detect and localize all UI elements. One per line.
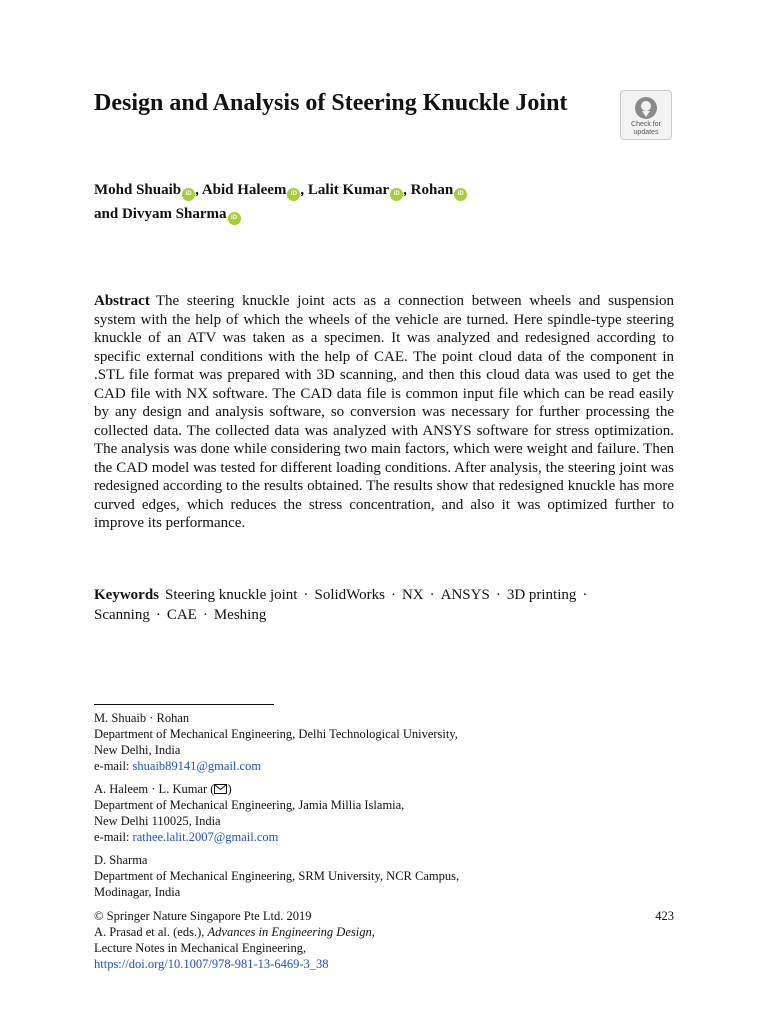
- keyword-separator: ·: [390, 587, 396, 603]
- keyword-item: ANSYS: [440, 587, 490, 603]
- author-separator: ,: [403, 182, 407, 198]
- editors: A. Prasad et al. (eds.),: [94, 925, 205, 939]
- orcid-icon[interactable]: iD: [390, 188, 403, 201]
- keywords: [94, 585, 674, 625]
- keyword-item: SolidWorks: [314, 587, 385, 603]
- affiliation-department: Department of Mechanical Engineering, Jamia Millia Islamia,: [94, 798, 405, 812]
- badge-line-2: updates: [633, 129, 659, 136]
- paper-title: Design and Analysis of Steering Knuckle Joint: [94, 90, 568, 116]
- keyword-item: Scanning: [94, 607, 150, 623]
- abstract: [94, 292, 674, 533]
- author-name: Rohan: [410, 182, 454, 198]
- keyword-item: Meshing: [213, 607, 267, 623]
- affiliation-department: Department of Mechanical Engineering, SRM University, NCR Campus,: [94, 869, 460, 883]
- series-line: Lecture Notes in Mechanical Engineering,: [94, 941, 307, 955]
- keyword-separator: ·: [303, 587, 309, 603]
- affiliation-city: Modinagar, India: [94, 885, 181, 899]
- keyword-item: CAE: [166, 607, 197, 623]
- affiliation-names-text: A. Haleem · L. Kumar (: [94, 782, 215, 796]
- doi-link[interactable]: https://doi.org/10.1007/978-981-13-6469-3_38: [94, 957, 329, 971]
- email-label: e-mail:: [94, 759, 130, 773]
- affiliation-names: [94, 781, 654, 797]
- author-list: [94, 178, 654, 226]
- orcid-icon[interactable]: iD: [287, 188, 300, 201]
- author-conjunction: and: [94, 206, 119, 222]
- author-name: Mohd Shuaib: [94, 182, 182, 198]
- orcid-icon[interactable]: iD: [228, 212, 241, 225]
- email-link[interactable]: rathee.lalit.2007@gmail.com: [132, 830, 279, 844]
- page-number: 423: [655, 909, 674, 923]
- keyword-item: NX: [401, 587, 424, 603]
- affiliation-email-row: [94, 829, 654, 845]
- affiliation-department: Department of Mechanical Engineering, Delhi Technological University,: [94, 727, 458, 741]
- footnote-divider: [94, 704, 274, 705]
- author-name: Abid Haleem: [201, 182, 287, 198]
- author-separator: ,: [195, 182, 199, 198]
- email-label: e-mail:: [94, 830, 130, 844]
- affiliation-block: [94, 852, 654, 900]
- keyword-separator: ·: [202, 607, 208, 623]
- orcid-icon[interactable]: iD: [182, 188, 195, 201]
- author-line-1: [94, 178, 654, 202]
- book-title: Advances in Engineering Design: [207, 925, 372, 939]
- email-link[interactable]: shuaib89141@gmail.com: [132, 759, 262, 773]
- abstract-text: The steering knuckle joint acts as a connection between wheels and suspension system with the help of which the wheels of the vehicle are turned. Here spindle-type steering knuckle of an ATV was taken as a specimen. It was analyzed and redesigned according to specific external conditions with the help of CAE. The point cloud data of the component in .STL file format was prepared with 3D scanning, and then this cloud data was used to get the CAD file with NX software. The CAD data file is common input file which can be read easily by any design and analysis software, so conversion was necessary for further processing the collected data. The collected data was analyzed with ANSYS software for stress optimization. The analysis was done while considering two main factors, which were weight and failure. Then the CAD model was tested for different loading conditions. After analysis, the steering joint was redesigned according to the results obtained. The results show that redesigned knuckle has more curved edges, which reduces the stress concentration, and also it was optimized further to improve its performance.: [94, 293, 674, 531]
- affiliation-names: M. Shuaib · Rohan: [94, 711, 190, 725]
- affiliation-city: New Delhi 110025, India: [94, 814, 221, 828]
- copyright-line: © Springer Nature Singapore Pte Ltd. 2019: [94, 909, 312, 923]
- envelope-icon: [214, 784, 227, 794]
- keyword-item: Steering knuckle joint: [165, 587, 298, 603]
- keywords-heading: Keywords: [94, 587, 159, 603]
- keyword-separator: ·: [429, 587, 435, 603]
- orcid-icon[interactable]: iD: [454, 188, 467, 201]
- citation-line: [94, 924, 674, 940]
- author-name: Divyam Sharma: [121, 206, 227, 222]
- keyword-separator: ·: [155, 607, 161, 623]
- affiliation-city: New Delhi, India: [94, 743, 181, 757]
- author-line-2: [94, 202, 654, 226]
- affiliation-block: [94, 710, 654, 774]
- affiliation-names-close: ): [227, 782, 232, 796]
- affiliations: [94, 710, 654, 907]
- abstract-heading: Abstract: [94, 293, 150, 309]
- affiliation-names: D. Sharma: [94, 853, 148, 867]
- author-name: Lalit Kumar: [307, 182, 390, 198]
- book-suffix: ,: [371, 925, 375, 939]
- affiliation-email-row: [94, 758, 654, 774]
- keyword-item: 3D printing: [506, 587, 577, 603]
- badge-line-1: Check for: [631, 121, 661, 128]
- check-for-updates-badge[interactable]: [620, 90, 672, 140]
- check-for-updates-icon: [633, 95, 659, 121]
- keyword-separator: ·: [495, 587, 501, 603]
- page-footer: [94, 908, 674, 972]
- author-separator: ,: [300, 182, 305, 198]
- keyword-separator: ·: [582, 587, 588, 603]
- affiliation-block: [94, 781, 654, 845]
